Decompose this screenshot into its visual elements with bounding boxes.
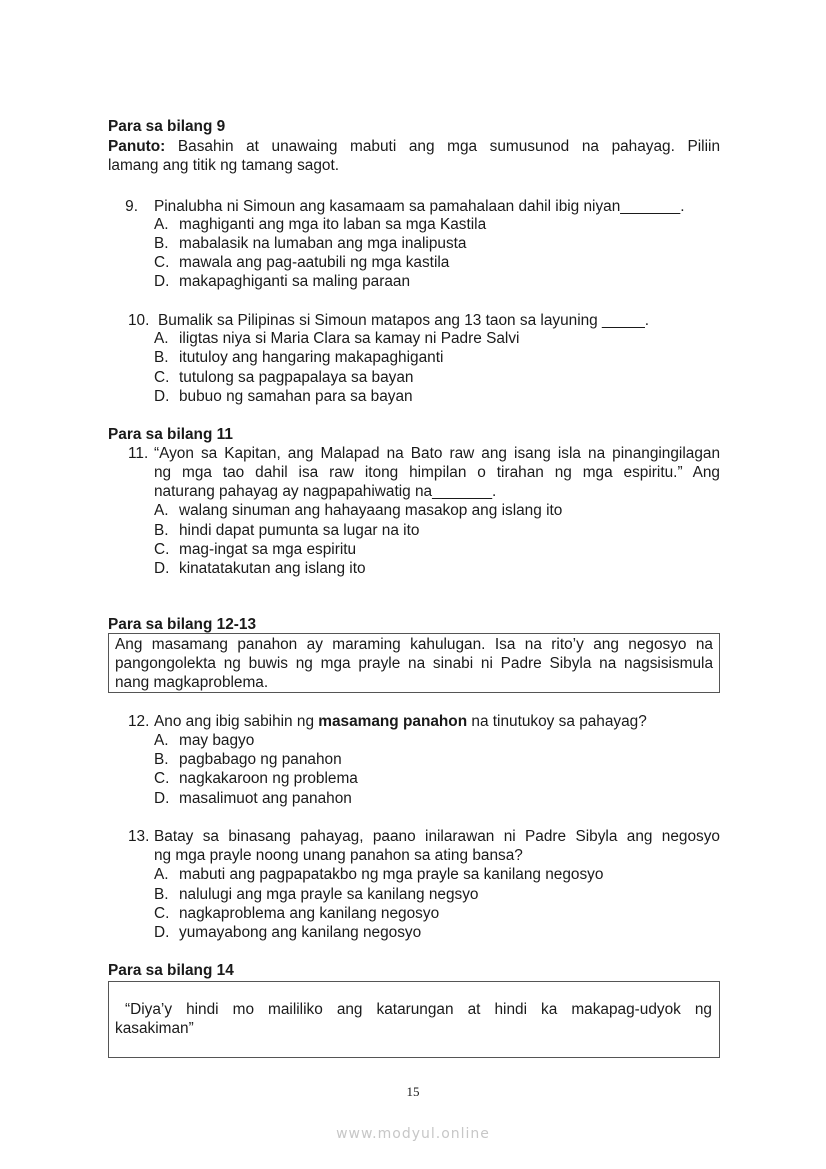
question-number-9: 9. bbox=[125, 198, 138, 215]
question-stem-13-cont: ng mga prayle noong unang panahon sa ating bansa? bbox=[154, 847, 523, 864]
question-stem-11-cont: ng mga tao dahil isa raw itong himpilan o tirahan ng mga espiritu.” Ang bbox=[154, 464, 720, 481]
option-10c: C. tutulong sa pagpapalaya sa bayan bbox=[154, 369, 414, 386]
option-10a: A. iligtas niya si Maria Clara sa kamay ni Padre Salvi bbox=[154, 330, 520, 347]
option-10b: B. itutuloy ang hangaring makapaghiganti bbox=[154, 349, 444, 366]
question-number-10: 10. bbox=[128, 312, 150, 329]
section-heading-9: Para sa bilang 9 bbox=[108, 118, 226, 135]
option-12a: A. may bagyo bbox=[154, 732, 255, 749]
section-heading-12-13: Para sa bilang 12-13 bbox=[108, 616, 256, 633]
option-13a: A. mabuti ang pagpapatakbo ng mga prayle sa kanilang negosyo bbox=[154, 866, 604, 883]
question-number-12: 12. bbox=[128, 713, 150, 730]
option-13c: C. nagkaproblema ang kanilang negosyo bbox=[154, 905, 440, 922]
instructions-label: Panuto: bbox=[108, 138, 166, 155]
option-12c: C. nagkakaroon ng problema bbox=[154, 770, 358, 787]
instructions bbox=[108, 137, 720, 156]
option-9a: A. maghiganti ang mga ito laban sa mga Kastila bbox=[154, 216, 487, 233]
passage-12-13-line-1: Ang masamang panahon ay maraming kahulugan. Isa na rito’y ang negosyo na bbox=[115, 636, 713, 653]
option-13b: B. nalulugi ang mga prayle sa kanilang negsyo bbox=[154, 886, 479, 903]
question-stem-12: Ano ang ibig sabihin ng masamang panahon na tinutukoy sa pahayag? bbox=[154, 713, 647, 730]
option-9b: B. mabalasik na lumaban ang mga inalipusta bbox=[154, 235, 467, 252]
option-12d: D. masalimuot ang panahon bbox=[154, 790, 352, 807]
question-stem-10: Bumalik sa Pilipinas si Simoun matapos ang 13 taon sa layuning _____. bbox=[158, 312, 650, 329]
question-number-11: 11. bbox=[128, 445, 149, 462]
passage-box-14 bbox=[108, 981, 720, 1058]
question-stem-13: Batay sa binasang pahayag, paano inilarawan ni Padre Sibyla ang negosyo bbox=[154, 828, 720, 845]
instructions-text-cont: lamang ang titik ng tamang sagot. bbox=[108, 157, 340, 174]
question-stem-9: Pinalubha ni Simoun ang kasamaam sa pamahalaan dahil ibig niyan_______. bbox=[154, 198, 685, 215]
option-12b: B. pagbabago ng panahon bbox=[154, 751, 342, 768]
page-number: 15 bbox=[406, 1084, 420, 1099]
option-9c: C. mawala ang pag-aatubili ng mga kastila bbox=[154, 254, 450, 271]
section-heading-11: Para sa bilang 11 bbox=[108, 426, 233, 443]
option-13d: D. yumayabong ang kanilang negosyo bbox=[154, 924, 422, 941]
passage-12-13-line-2: pangongolekta ng buwis ng mga prayle na sinabi ni Padre Sibyla na nagsisismula bbox=[115, 655, 713, 672]
option-11a: A. walang sinuman ang hahayaang masakop ang islang ito bbox=[154, 502, 563, 519]
option-11c: C. mag-ingat sa mga espiritu bbox=[154, 541, 357, 558]
document-page bbox=[108, 0, 720, 1169]
passage-12-13-line-3: nang magkaproblema. bbox=[115, 674, 269, 691]
option-11d: D. kinatatakutan ang islang ito bbox=[154, 560, 366, 577]
instructions-text: Basahin at unawaing mabuti ang mga sumusunod na pahayag. Piliin bbox=[165, 138, 720, 155]
question-stem-11-end: naturang pahayag ay nagpapahiwatig na_______. bbox=[154, 483, 497, 500]
option-9d: D. makapaghiganti sa maling paraan bbox=[154, 273, 411, 290]
section-heading-14: Para sa bilang 14 bbox=[108, 962, 234, 979]
option-11b: B. hindi dapat pumunta sa lugar na ito bbox=[154, 522, 420, 539]
question-number-13: 13. bbox=[128, 828, 150, 845]
watermark-url: www.modyul.online bbox=[336, 1126, 490, 1142]
passage-14-line-1: “Diya’y hindi mo maililiko ang katarungan at hindi ka makapag-udyok ng bbox=[125, 1001, 712, 1018]
option-10d: D. bubuo ng samahan para sa bayan bbox=[154, 388, 413, 405]
passage-14-line-2: kasakiman” bbox=[115, 1020, 194, 1037]
question-stem-11: “Ayon sa Kapitan, ang Malapad na Bato raw ang isang isla na pinangingilagan bbox=[154, 445, 720, 462]
